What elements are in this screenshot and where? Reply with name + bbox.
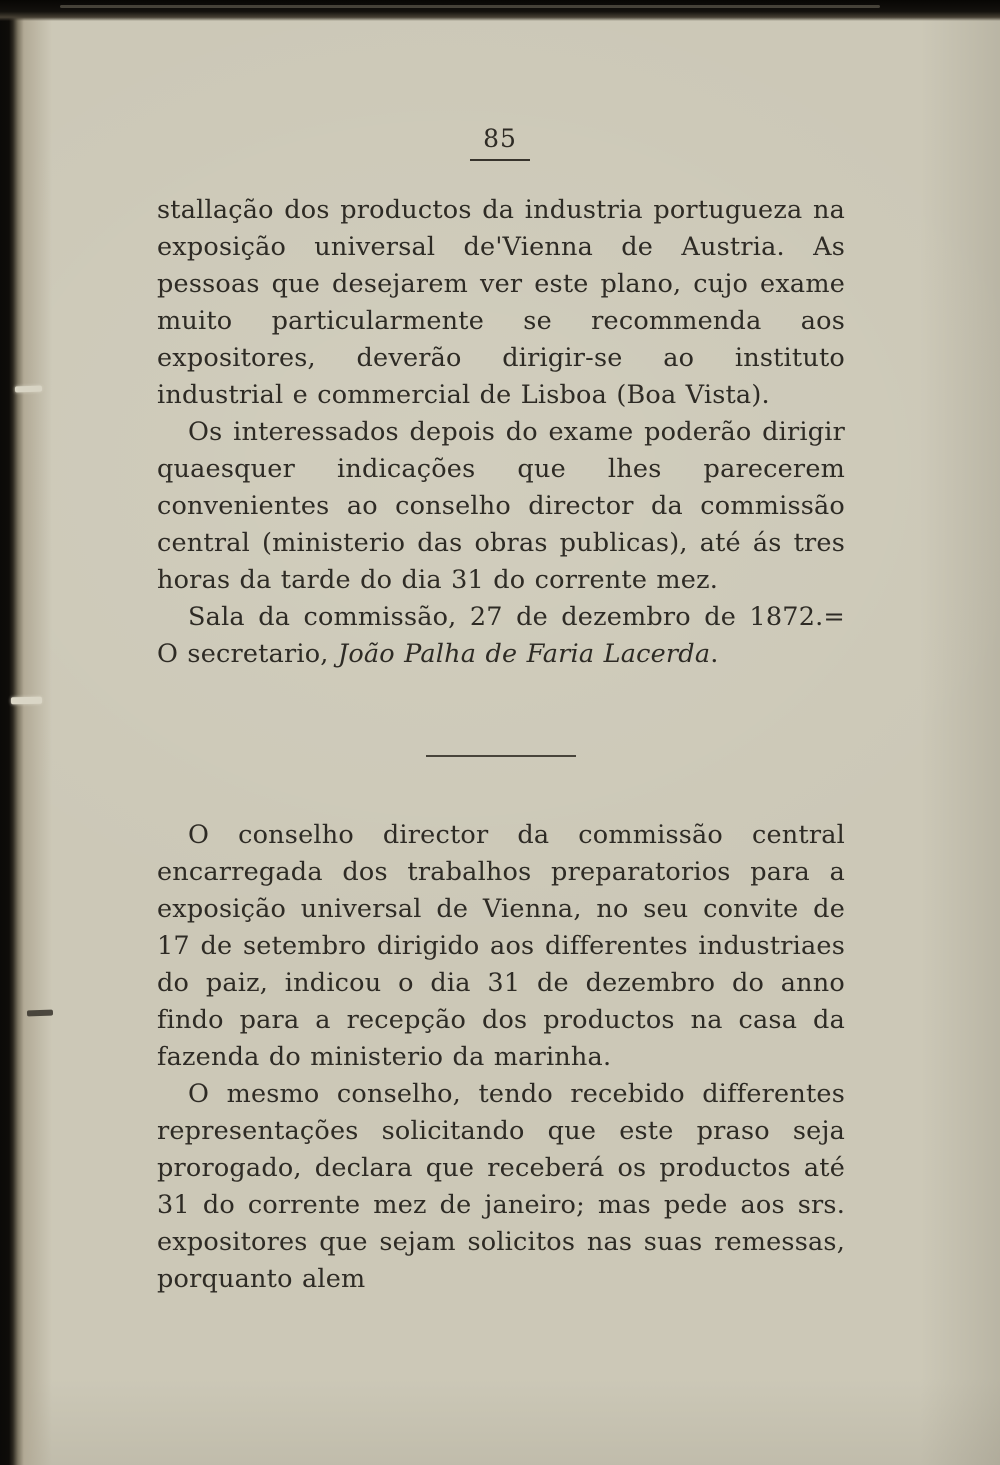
margin-mark	[11, 697, 42, 705]
margin-mark	[15, 386, 42, 393]
paragraph: Os interessados depois do exame poderão dirigir quaesquer indicações que lhes parecerem convenientes ao conselho director da commissão central (ministerio das obras publicas), até ás tres horas da tarde do dia 31 do corrente mez.	[157, 417, 845, 595]
signature-lead: Sala da commissão, 27 de dezembro de 1872.= O secretario,	[157, 602, 845, 669]
page-text	[157, 192, 845, 1298]
paragraph-continuation: stallação dos productos da industria portugueza na exposição universal de'Vienna de Austria. As pessoas que desejarem ver este plano, cujo exame muito particularmente se recommenda aos expositores, deverão dirigir-se ao instituto industrial e commercial de Lisboa (Boa Vista).	[157, 195, 845, 410]
page-number: 85	[470, 126, 530, 161]
paragraph: O conselho director da commissão central encarregada dos trabalhos preparatorios para a exposição universal de Vienna, no seu convite de 17 de setembro dirigido aos differentes industriaes do paiz, indicou o dia 31 de dezembro do anno findo para a recepção dos productos na casa da fazenda do ministerio da marinha.	[157, 820, 845, 1072]
binding-shadow	[0, 0, 54, 1465]
signature-end: .	[710, 639, 719, 669]
page-number-block	[155, 126, 845, 161]
paragraph: O mesmo conselho, tendo recebido differentes representações solicitando que este praso seja prorogado, declara que receberá os productos até 31 do corrente mez de janeiro; mas pede aos srs. expositores que sejam solicitos nas suas remessas, porquanto alem	[157, 1079, 845, 1294]
scan-top-edge	[0, 0, 1000, 21]
paragraph-signature	[157, 599, 845, 673]
section-divider	[426, 755, 576, 757]
second-notice	[157, 817, 845, 1298]
signature-name: João Palha de Faria Lacerda	[337, 639, 711, 669]
margin-mark	[27, 1010, 53, 1017]
